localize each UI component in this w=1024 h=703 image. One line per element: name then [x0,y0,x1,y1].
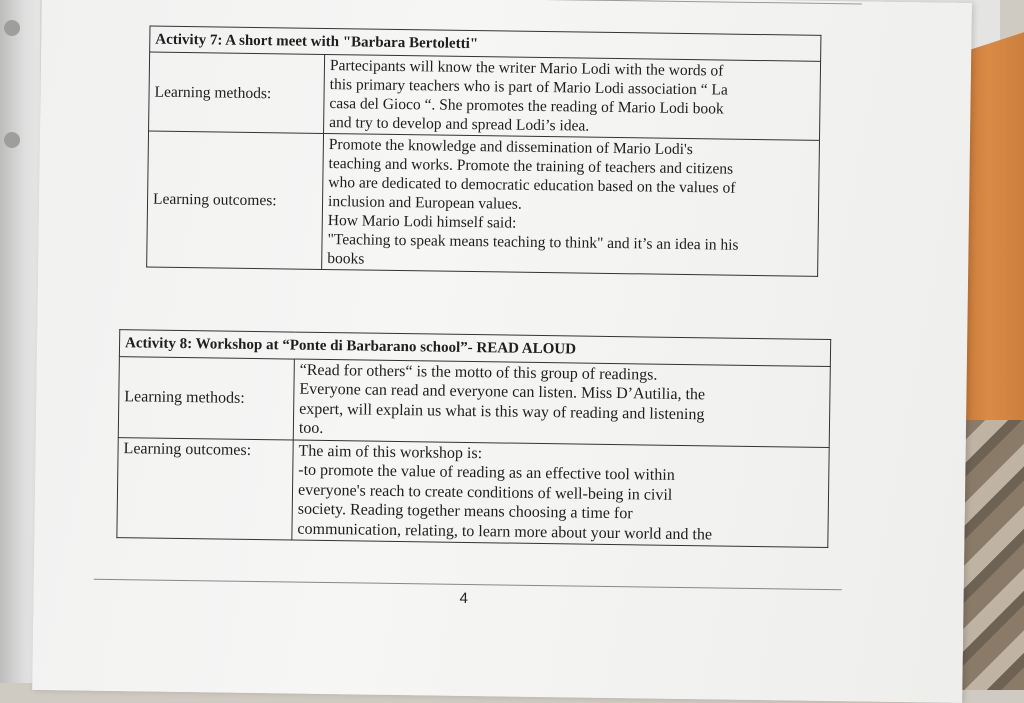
text-line: expert, will explain us what is this way of reading and listening [299,400,705,423]
activity-8-table [116,329,831,548]
activity-8-outcomes-row [117,437,829,547]
text-line: everyone's reach to create conditions of well-being in civil [297,481,673,504]
text-line: society. Reading together means choosing a time for [297,500,633,523]
activity-8-methods-label: Learning methods: [118,356,294,439]
text-line: “Read for others“ is the motto of this group of readings. [299,361,658,384]
activity-8-methods-text [293,359,830,447]
activity-8-methods-row [118,356,830,447]
punch-hole [4,132,20,148]
activity-7-outcomes-label: Learning outcomes: [147,131,324,269]
text-line: communication, relating, to learn more about your world and the [297,520,713,543]
text-line: Promote the knowledge and dissemination of Mario Lodi's [328,136,693,159]
text-line: Everyone can read and everyone can listen. Miss D’Autilia, the [299,380,706,404]
text-line: -to promote the value of reading as an effective tool within [298,461,675,484]
activity-7-methods-label: Learning methods: [149,52,325,133]
text-line: this primary teachers who is part of Mario Lodi association “ La [329,76,728,99]
text-line: who are dedicated to democratic education based on the values of [328,174,736,197]
page-number: 4 [459,589,469,608]
text-line: How Mario Lodi himself said: [327,212,517,232]
activity-8-outcomes-text [292,440,829,548]
footer-rule [94,579,842,590]
text-line: and try to develop and spread Lodi’s idea. [329,114,590,135]
page-top-rule [202,0,862,4]
activity-7-outcomes-row [147,131,820,276]
activity-7-methods-text [324,54,821,140]
activity-7-methods-row [149,52,821,140]
floor-tiles [960,420,1024,690]
text-line: Partecipants will know the writer Mario Lodi with the words of [329,57,724,80]
text-line: books [327,250,365,268]
text-line: The aim of this workshop is: [298,442,483,462]
activity-7-table [146,26,821,277]
punch-hole [4,20,20,36]
activity-8-title: Activity 8: Workshop at “Ponte di Barbarano school”- READ ALOUD [119,330,830,366]
text-line: inclusion and European values. [327,193,522,213]
text-line: "Teaching to speak means teaching to think" and it’s an idea in his [327,231,739,254]
activity-7-outcomes-text [322,133,820,276]
activity-8-outcomes-label: Learning outcomes: [117,437,293,540]
text-line: teaching and works. Promote the training of teachers and citizens [328,155,734,178]
activity-7-title: Activity 7: A short meet with "Barbara Bertoletti" [150,26,821,61]
text-line: too. [298,419,324,437]
text-line: casa del Gioco “. She promotes the reading of Mario Lodi book [329,95,724,118]
document-page [32,0,972,703]
